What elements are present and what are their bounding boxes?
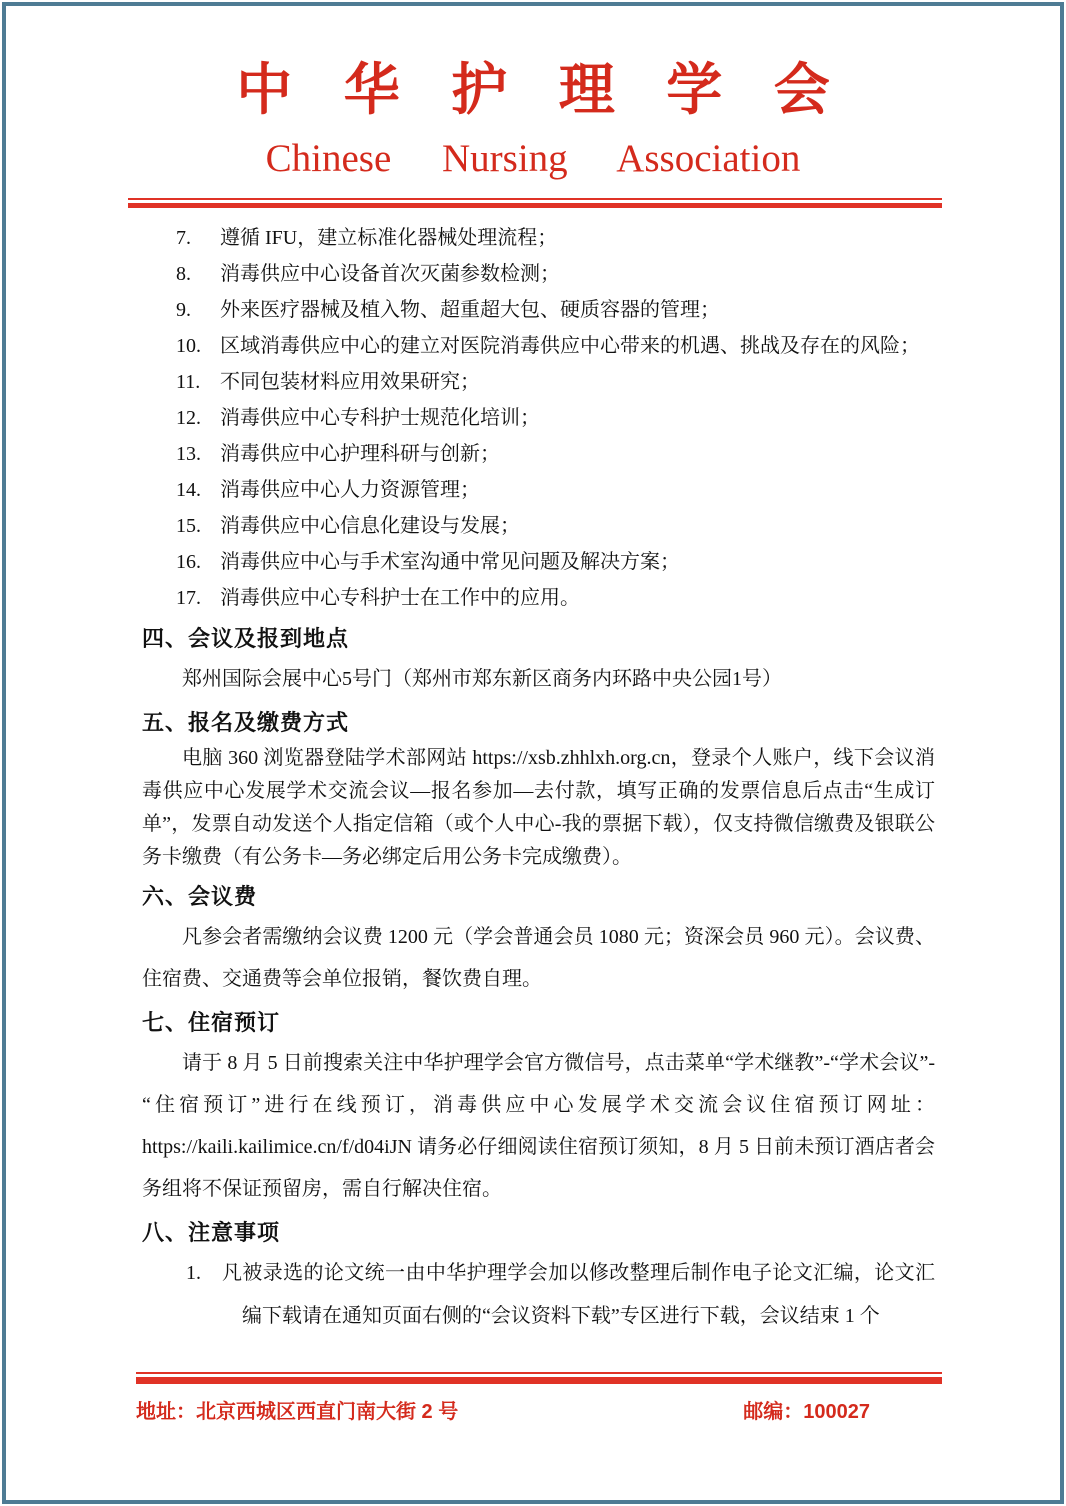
footer-row: [136, 1395, 942, 1424]
footer-postcode: 邮编：100027: [743, 1401, 870, 1423]
section-heading: 六、会议费: [142, 884, 258, 909]
letterhead-divider: [128, 198, 942, 208]
org-title-cn: 中华护理学会: [236, 60, 882, 122]
numbered-paragraph: [142, 1252, 935, 1338]
agenda-item-text: 消毒供应中心设备首次灭菌参数检测；: [220, 263, 560, 285]
agenda-item-num: 8.: [176, 263, 191, 285]
agenda-item-text: 消毒供应中心人力资源管理；: [220, 479, 480, 501]
section-body: [142, 1042, 935, 1210]
doc-section: [142, 708, 935, 874]
footer-address: 地址：北京西城区西直门南大街 2 号: [136, 1401, 459, 1423]
section-paragraph: 凡参会者需缴纳会议费 1200 元（学会普通会员 1080 元；资深会员 960 元）。会议费、住宿费、交通费等会单位报销，餐饮费自理。: [142, 926, 935, 990]
section-heading: 七、住宿预订: [142, 1010, 281, 1035]
agenda-item: [142, 220, 935, 256]
agenda-item-text: 不同包装材料应用效果研究；: [220, 371, 480, 393]
agenda-item-text: 消毒供应中心专科护士在工作中的应用。: [220, 587, 580, 609]
agenda-item: [142, 328, 935, 364]
agenda-item: [142, 364, 935, 400]
org-title-en: Chinese Nursing Association: [265, 137, 801, 180]
agenda-item-num: 9.: [176, 299, 191, 321]
agenda-item-num: 14.: [176, 479, 201, 501]
section-body: [142, 916, 935, 1000]
letterhead: [6, 6, 1060, 208]
agenda-list: [142, 220, 935, 616]
agenda-item: [142, 256, 935, 292]
section-paragraph: 请于 8 月 5 日前搜索关注中华护理学会官方微信号，点击菜单“学术继教”-“学术会议”-“住宿预订”进行在线预订，消毒供应中心发展学术交流会议住宿预订网址：https://kaili.kailimice.cn/f/d04iJN 请务必仔细阅读住宿预订须知，8 月 5 日前未预订酒店者会务组将不保证预留房，需自行解决住宿。: [142, 1052, 935, 1200]
agenda-item: [142, 472, 935, 508]
doc-section: [142, 624, 935, 700]
agenda-item-num: 13.: [176, 443, 201, 465]
agenda-item: [142, 580, 935, 616]
section-paragraph: 电脑 360 浏览器登陆学术部网站 https://xsb.zhhlxh.org.cn，登录个人账户，线下会议消毒供应中心发展学术交流会议—报名参加—去付款，填写正确的发票信息后点击“生成订单”，发票自动发送个人指定信箱（或个人中心-我的票据下载），仅支持微信缴费及银联公务卡缴费（有公务卡—务必绑定后用公务卡完成缴费）。: [142, 747, 935, 868]
section-body: [142, 1252, 935, 1338]
header-rule-thin: [128, 198, 942, 200]
agenda-item-text: 消毒供应中心护理科研与创新；: [220, 443, 500, 465]
agenda-item-text: 消毒供应中心专科护士规范化培训；: [220, 407, 540, 429]
page-border: [2, 2, 1064, 1504]
doc-section: [142, 1008, 935, 1210]
agenda-item: [142, 292, 935, 328]
page-footer: [136, 1372, 942, 1424]
footer-rule-thin: [136, 1372, 942, 1374]
agenda-item-num: 11.: [176, 371, 201, 393]
agenda-item-num: 12.: [176, 407, 201, 429]
agenda-item-text: 遵循 IFU，建立标准化器械处理流程；: [220, 227, 558, 249]
agenda-item-text: 区域消毒供应中心的建立对医院消毒供应中心带来的机遇、挑战及存在的风险；: [220, 335, 920, 357]
agenda-item-text: 消毒供应中心信息化建设与发展；: [220, 515, 520, 537]
agenda-item-text: 外来医疗器械及植入物、超重超大包、硬质容器的管理；: [220, 299, 720, 321]
agenda-item: [142, 544, 935, 580]
footer-rule-thick: [136, 1377, 942, 1384]
section-heading: 五、报名及缴费方式: [142, 710, 350, 735]
section-body: [142, 742, 935, 874]
agenda-item: [142, 508, 935, 544]
document-page: [6, 6, 1060, 1500]
header-rule-thick: [128, 203, 942, 208]
section-heading: 八、注意事项: [142, 1220, 281, 1245]
section-paragraph: 郑州国际会展中心5号门（郑州市郑东新区商务内环路中央公园1号）: [182, 668, 782, 690]
paragraph-number: 1.: [186, 1262, 201, 1284]
agenda-item-num: 16.: [176, 551, 201, 573]
agenda-item-num: 7.: [176, 227, 191, 249]
agenda-item-num: 10.: [176, 335, 201, 357]
sections: [142, 624, 935, 1338]
agenda-item-num: 15.: [176, 515, 201, 537]
agenda-item-text: 消毒供应中心与手术室沟通中常见问题及解决方案；: [220, 551, 680, 573]
agenda-item: [142, 436, 935, 472]
agenda-item-num: 17.: [176, 587, 201, 609]
section-heading: 四、会议及报到地点: [142, 626, 350, 651]
section-body: [142, 658, 935, 700]
agenda-item: [142, 400, 935, 436]
paragraph-text: 凡被录选的论文统一由中华护理学会加以修改整理后制作电子论文汇编，论文汇编下载请在通知页面右侧的“会议资料下载”专区进行下载，会议结束 1 个: [222, 1262, 935, 1327]
doc-section: [142, 882, 935, 1000]
doc-section: [142, 1218, 935, 1338]
